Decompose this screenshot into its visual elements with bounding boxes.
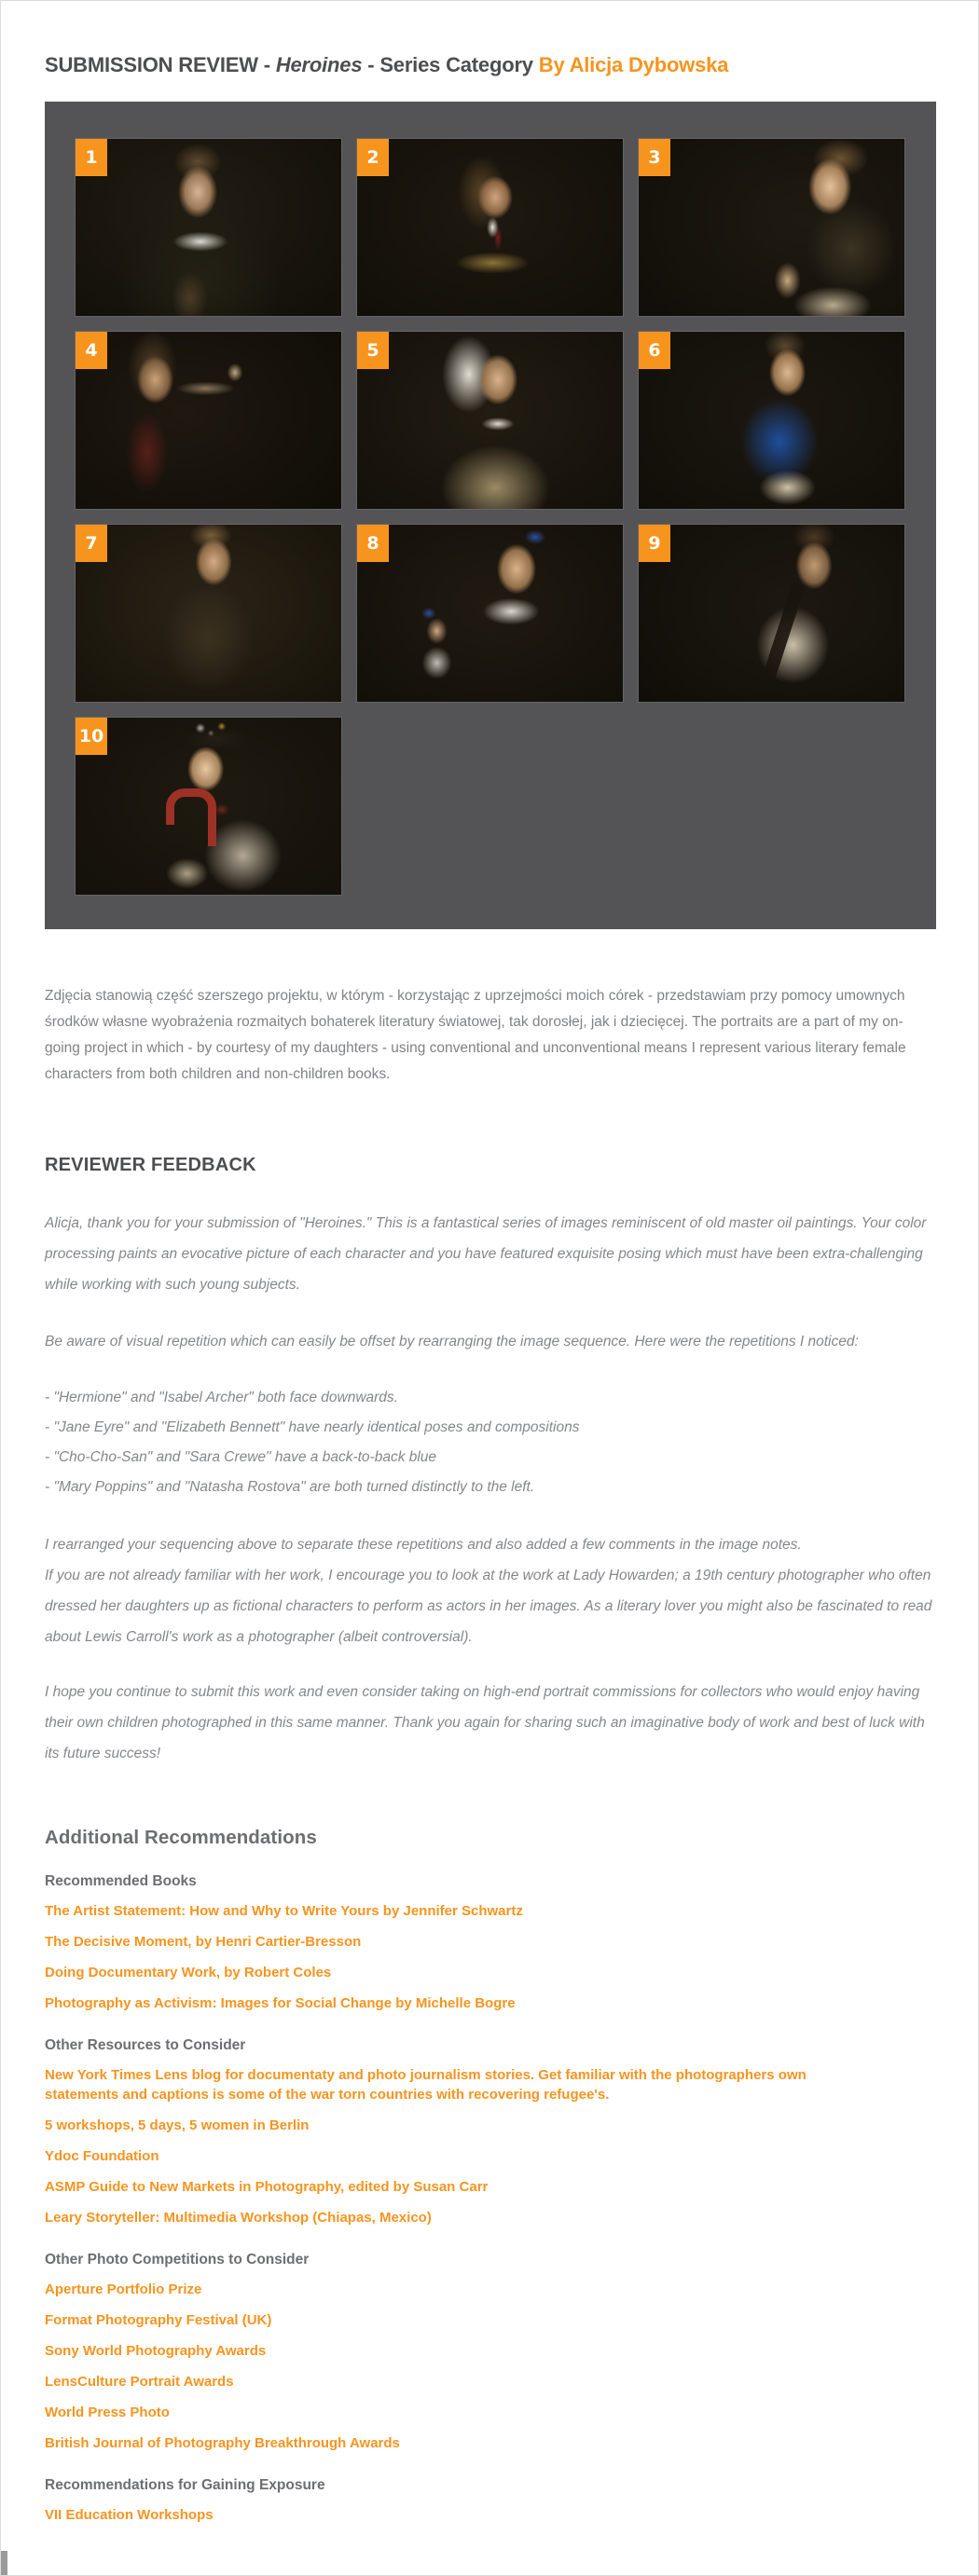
photo-number-badge: 8 (357, 525, 389, 562)
photo-thumbnail-6[interactable] (639, 332, 904, 509)
competition-link[interactable]: Aperture Portfolio Prize (45, 2281, 202, 2297)
competition-link[interactable]: Format Photography Festival (UK) (45, 2312, 272, 2328)
photo-thumbnail-7[interactable] (76, 525, 341, 702)
repetition-item: - "Mary Poppins" and "Natasha Rostova" are both turned distinctly to the left. (45, 1479, 535, 1495)
section-heading-other-resources: Other Resources to Consider (45, 2037, 246, 2053)
photo-thumbnail-4[interactable] (76, 332, 341, 509)
photo-number-badge: 7 (76, 525, 107, 562)
photo-number-badge: 5 (357, 332, 389, 369)
resource-link[interactable]: New York Times Lens blog for documentaty and photo journalism stories. Get familiar with the photographers own statements and captions is some of the war torn countries with recovering refugee's. (45, 2067, 807, 2103)
book-link[interactable]: Doing Documentary Work, by Robert Coles (45, 1965, 332, 1980)
feedback-paragraph: I rearranged your sequencing above to separate these repetitions and also added a few comments in the image notes. (45, 1537, 802, 1553)
photo-thumbnail-10[interactable] (76, 718, 341, 895)
page-title-main: SUBMISSION REVIEW (45, 53, 258, 76)
photo-thumbnail-1[interactable] (76, 139, 341, 316)
additional-recommendations-heading: Additional Recommendations (45, 1827, 317, 1848)
repetition-list (45, 1383, 934, 1502)
competition-link[interactable]: World Press Photo (45, 2405, 170, 2420)
photo-number-badge: 3 (639, 139, 670, 176)
byline: By Alicja Dybowska (538, 53, 729, 76)
exposure-link[interactable]: VII Education Workshops (45, 2507, 214, 2523)
photo-thumbnail-9[interactable] (639, 525, 904, 702)
series-name: Heroines (275, 53, 363, 76)
feedback-paragraph: Alicja, thank you for your submission of "Heroines." This is a fantastical series of images reminiscent of old master oil paintings. Your color processing paints an evocative picture of each character and you have featured exquisite posing which must have been extra-challenging while working with such young subjects. (45, 1215, 927, 1293)
photo-number-badge: 6 (639, 332, 670, 369)
photo-number-badge: 2 (357, 139, 389, 176)
photo-thumbnail-3[interactable] (639, 139, 904, 316)
competition-link[interactable]: Sony World Photography Awards (45, 2343, 267, 2359)
photo-grid (76, 139, 905, 895)
photo-grid-panel (45, 102, 936, 929)
competition-link[interactable]: British Journal of Photography Breakthrough Awards (45, 2435, 400, 2451)
photo-number-badge: 1 (76, 139, 107, 176)
photo-thumbnail-8[interactable] (357, 525, 623, 702)
photo-number-badge: 4 (76, 332, 107, 369)
reviewer-feedback-heading: REVIEWER FEEDBACK (45, 1155, 256, 1175)
page-edge-mark (1, 2551, 7, 2575)
photo-thumbnail-2[interactable] (357, 139, 623, 316)
competition-link[interactable]: LensCulture Portrait Awards (45, 2374, 234, 2390)
category-label: Series Category (379, 53, 539, 76)
resource-link[interactable]: Ydoc Foundation (45, 2148, 159, 2164)
feedback-paragraph: If you are not already familiar with her work, I encourage you to look at the work at Lady Howarden; a 19th century photographer who often dressed her daughters up as fictional characters to perform as actors in her images. As a literary lover you might also be fascinated to read about Lewis Carroll's work as a photographer (albeit controversial). (45, 1568, 932, 1645)
resource-link[interactable]: ASMP Guide to New Markets in Photography, edited by Susan Carr (45, 2179, 489, 2195)
repetition-item: - "Jane Eyre" and "Elizabeth Bennett" have nearly identical poses and compositions (45, 1419, 580, 1435)
repetition-item: - "Hermione" and "Isabel Archer" both face downwards. (45, 1390, 398, 1405)
resource-link[interactable]: Leary Storyteller: Multimedia Workshop (Chiapas, Mexico) (45, 2210, 432, 2226)
resource-link[interactable]: 5 workshops, 5 days, 5 women in Berlin (45, 2117, 310, 2133)
book-link[interactable]: The Decisive Moment, by Henri Cartier-Bresson (45, 1934, 362, 1950)
book-link[interactable]: Photography as Activism: Images for Social Change by Michelle Bogre (45, 1995, 516, 2011)
section-heading-gaining-exposure: Recommendations for Gaining Exposure (45, 2477, 325, 2493)
artist-statement: Zdjęcia stanowią część szerszego projektu, w którym - korzystając z uprzejmości moich córek - przedstawiam przy pomocy umownych środków własne wyobrażenia rozmaitych bohaterek literatury światowej, tak dorosłej, jak i dziecięcej. The portraits are a part of my on-going project in which - by courtesy of my daughters - using conventional and unconventional means I represent various literary female characters from both children and non-children books. (45, 988, 906, 1082)
page-title: SUBMISSION REVIEW - Heroines - Series Category By Alicja Dybowska (45, 53, 729, 76)
feedback-paragraph: I hope you continue to submit this work and even consider taking on high-end portrait commissions for collectors who would enjoy having their own children photographed in this same manner. Thank you again for sharing such an imaginative body of work and best of luck with its future success! (45, 1684, 925, 1761)
feedback-paragraph-group (45, 1529, 934, 1652)
photo-number-badge: 10 (76, 718, 107, 755)
section-heading-recommended-books: Recommended Books (45, 1873, 197, 1889)
repetition-item: - "Cho-Cho-San" and "Sara Crewe" have a back-to-back blue (45, 1449, 437, 1465)
feedback-paragraph: Be aware of visual repetition which can easily be offset by rearranging the image sequence. Here were the repetitions I noticed: (45, 1334, 859, 1350)
book-link[interactable]: The Artist Statement: How and Why to Write Yours by Jennifer Schwartz (45, 1903, 523, 1919)
section-heading-photo-competitions: Other Photo Competitions to Consider (45, 2252, 310, 2268)
photo-number-badge: 9 (639, 525, 670, 562)
photo-thumbnail-5[interactable] (357, 332, 623, 509)
